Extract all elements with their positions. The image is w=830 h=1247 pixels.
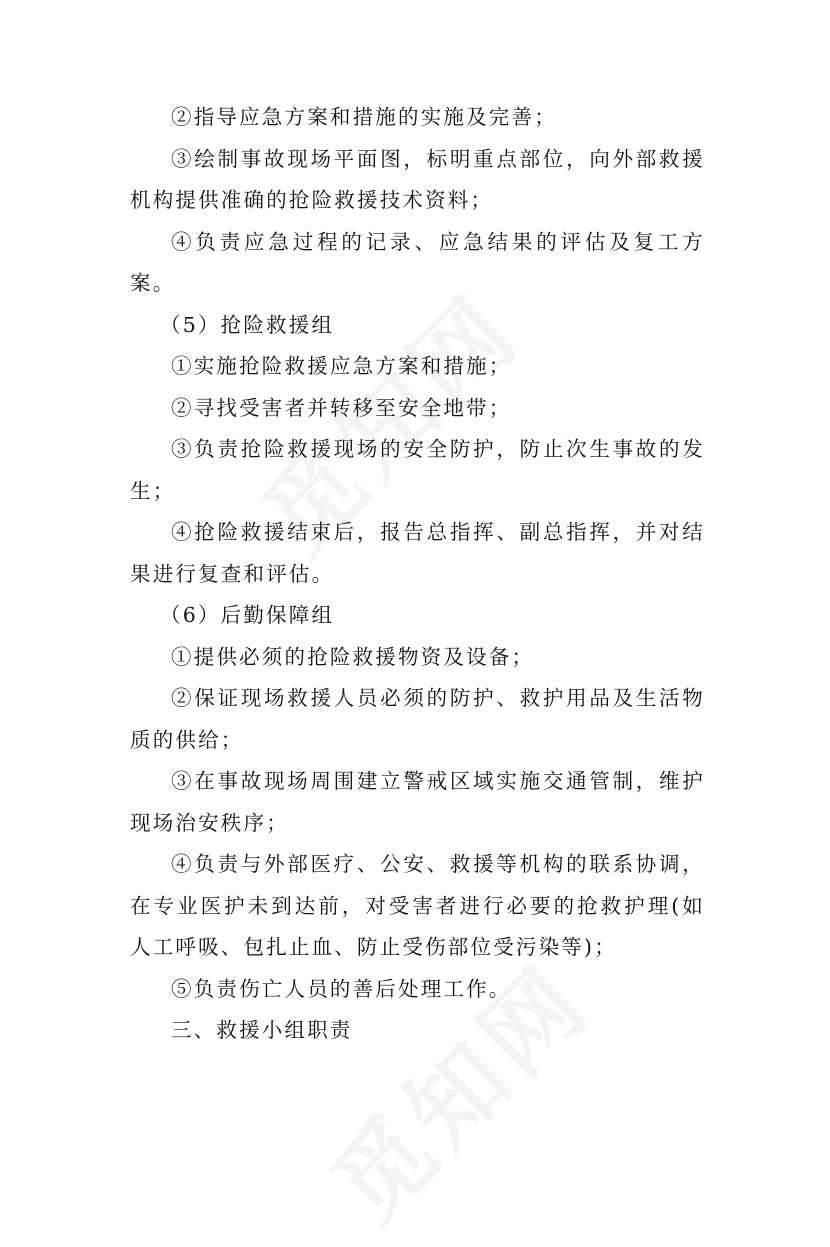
paragraph: ①实施抢险救援应急方案和措施；	[171, 354, 512, 378]
paragraph: ③负责抢险救援现场的安全防护，防止次生事故的发生；	[130, 437, 705, 503]
paragraph: ③绘制事故现场平面图，标明重点部位，向外部救援机构提供准确的抢险救援技术资料；	[130, 146, 705, 212]
paragraph: ②保证现场救援人员必须的防护、救护用品及生活物质的供给；	[130, 686, 705, 752]
paragraph: ④负责与外部医疗、公安、救援等机构的联系协调，在专业医护未到达前，对受害者进行必要的抢救护理(如人工呼吸、包扎止血、防止受伤部位受污染等)；	[130, 852, 705, 959]
paragraph: ①提供必须的抢险救援物资及设备；	[171, 644, 535, 669]
section-heading: （6）后勤保障组	[160, 603, 335, 627]
document-body	[130, 97, 705, 1052]
paragraph: ④抢险救援结束后，报告总指挥、副总指挥，并对结果进行复查和评估。	[130, 520, 705, 586]
paragraph: ④负责应急过程的记录、应急结果的评估及复工方案。	[130, 229, 705, 295]
paragraph: ③在事故现场周围建立警戒区域实施交通管制，维护现场治安秩序；	[130, 769, 705, 835]
section-heading: 三、救援小组职责	[171, 1018, 353, 1042]
section-heading: （5）抢险救援组	[160, 312, 335, 337]
paragraph: ②指导应急方案和措施的实施及完善；	[171, 105, 557, 129]
paragraph: ②寻找受害者并转移至安全地带；	[171, 395, 512, 420]
paragraph: ⑤负责伤亡人员的善后处理工作。	[171, 976, 512, 1001]
